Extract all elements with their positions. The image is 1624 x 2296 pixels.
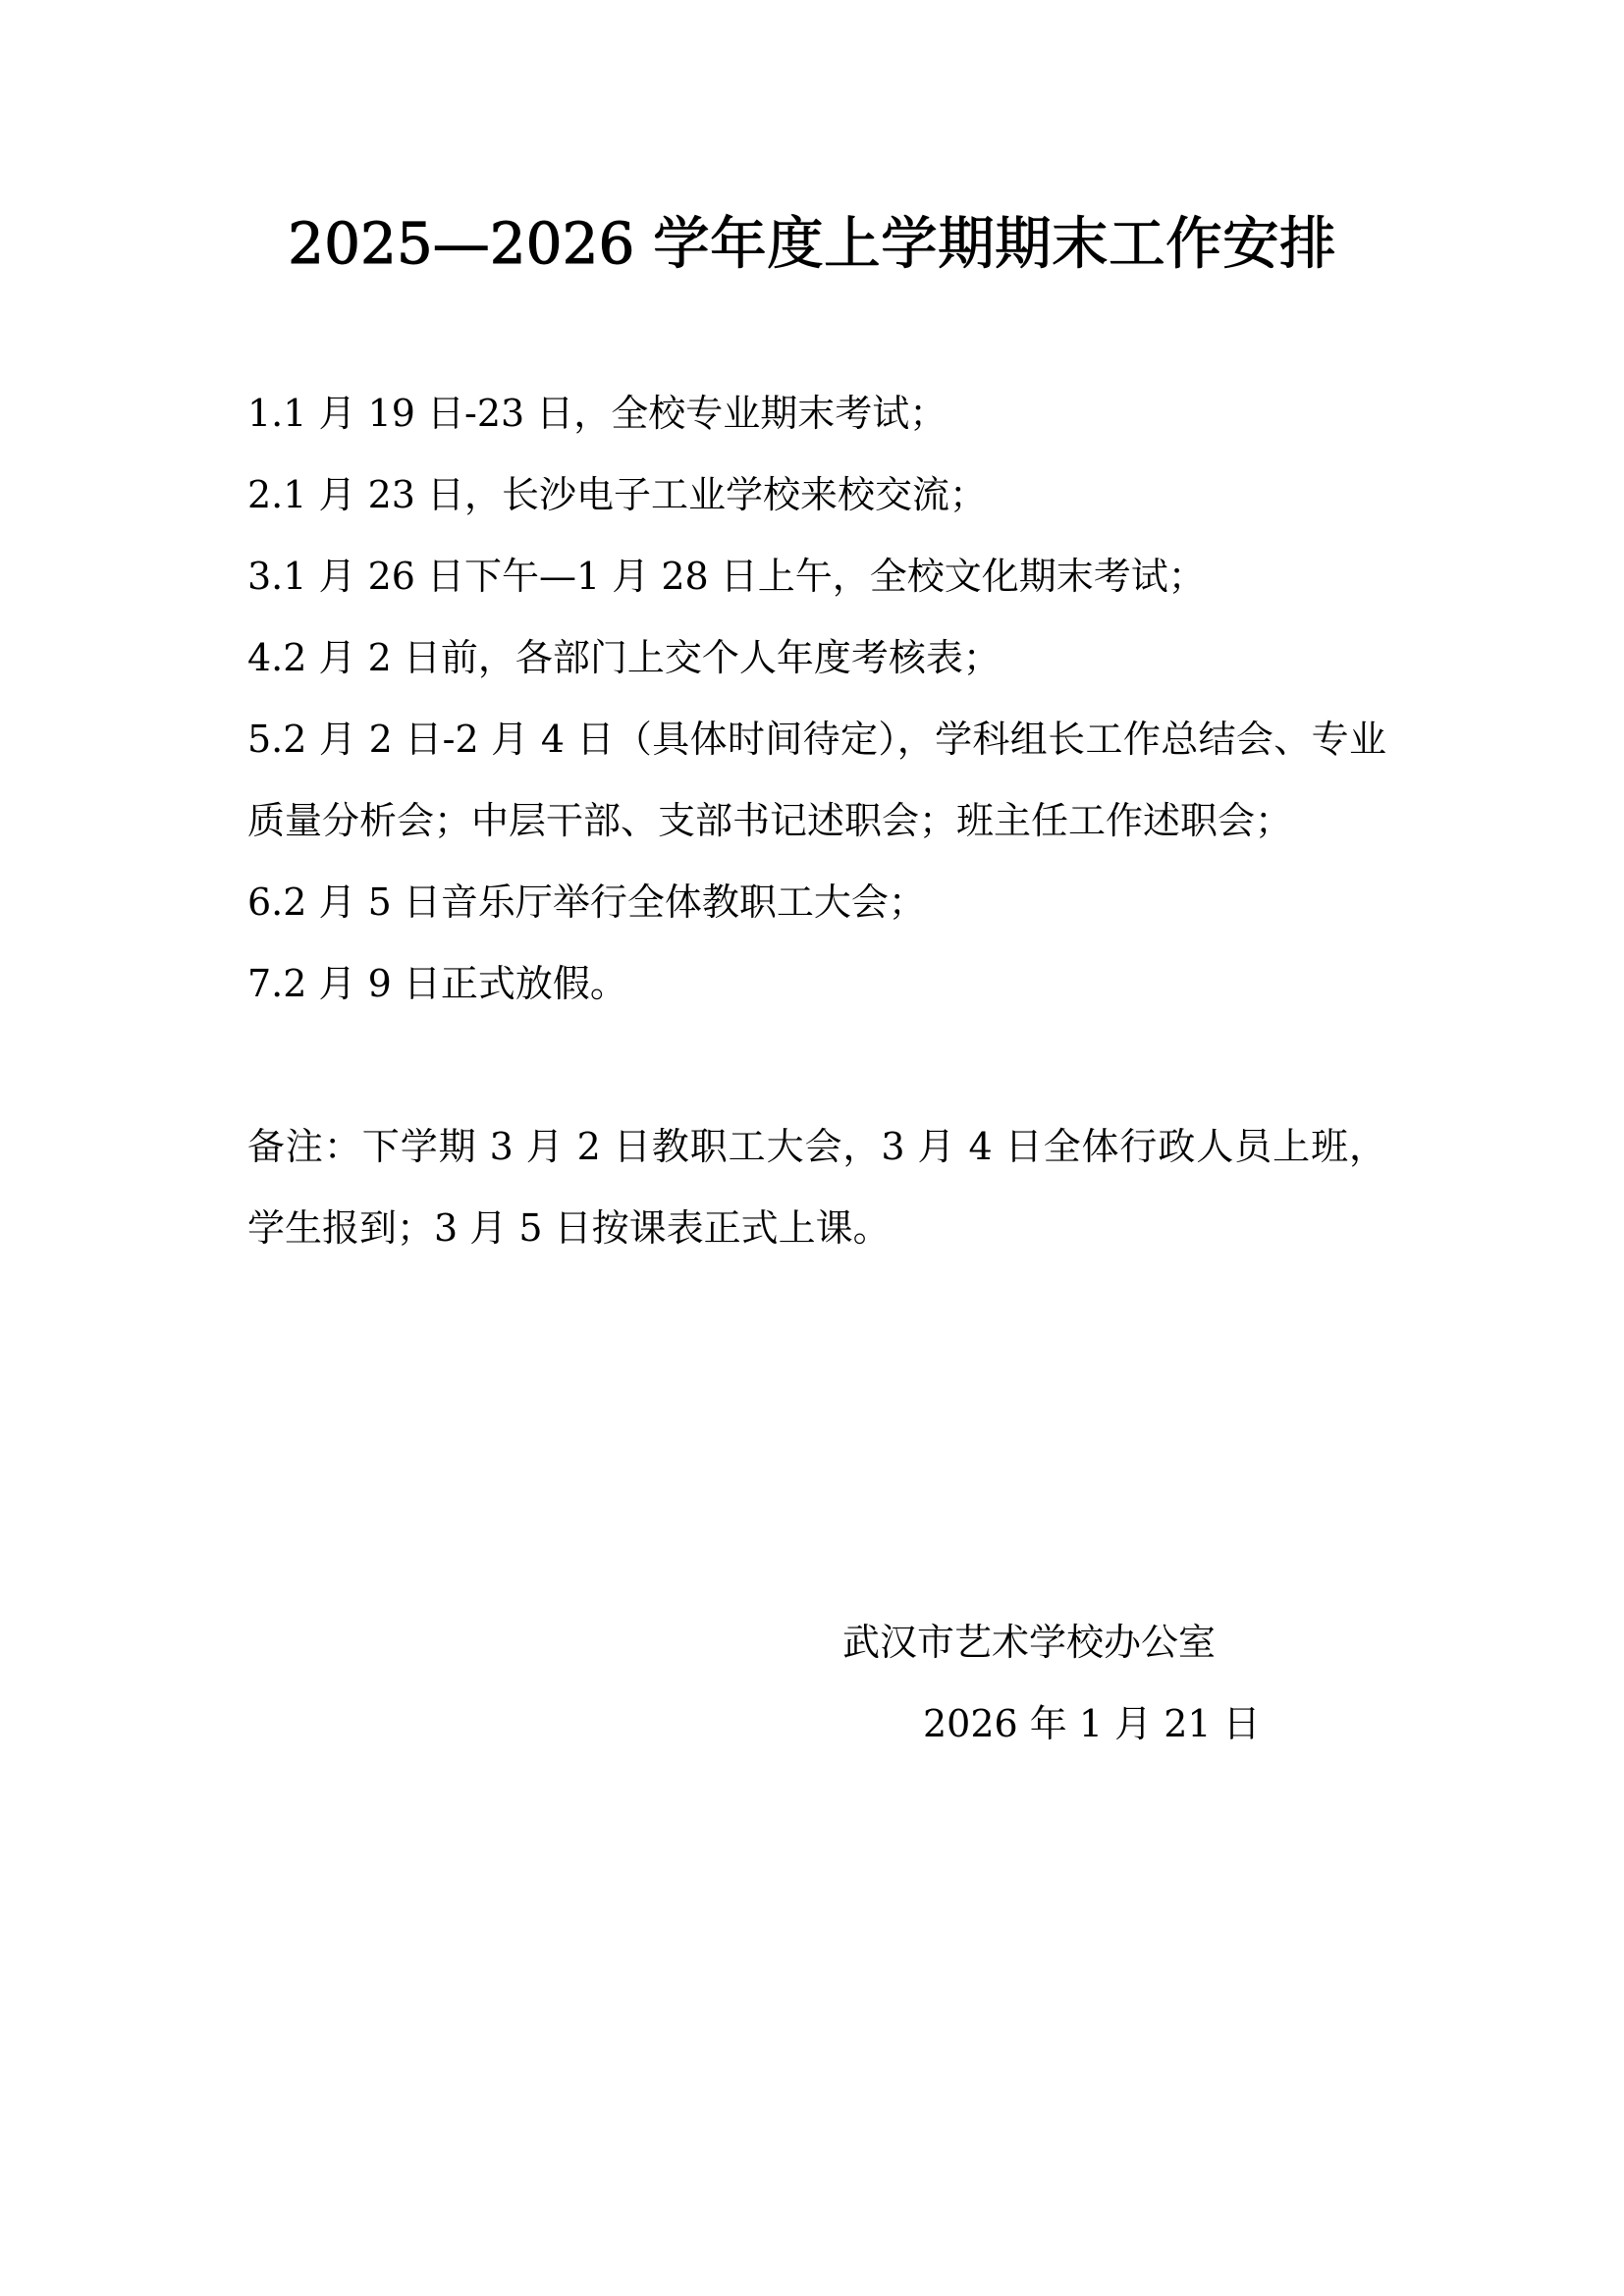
signature-date: 2026 年 1 月 21 日 [923,1702,1261,1745]
list-item: 2.1 月 23 日，长沙电子工业学校来校交流； [247,473,988,516]
note-paragraph: 备注：下学期 3 月 2 日教职工大会，3 月 4 日全体行政人员上班，学生报到；3 月 5 日按课表正式上课。 [247,1125,1386,1250]
list-item: 5.2 月 2 日-2 月 4 日（具体时间待定），学科组长工作总结会、专业质量分析会；中层干部、支部书记述职会；班主任工作述职会； [247,718,1386,842]
signature-office: 武汉市艺术学校办公室 [842,1621,1217,1664]
list-item: 4.2 月 2 日前，各部门上交个人年度考核表； [247,636,1001,679]
document-body [247,373,1386,1269]
list-item: 1.1 月 19 日-23 日，全校专业期末考试； [247,392,947,435]
list-item: 6.2 月 5 日音乐厅举行全体教职工大会； [247,881,926,924]
list-item: 7.2 月 9 日正式放假。 [247,962,627,1005]
document-title: 2025—2026 学年度上学期期末工作安排 [288,210,1336,277]
list-item: 3.1 月 26 日下午—1 月 28 日上午，全校文化期末考试； [247,555,1206,598]
